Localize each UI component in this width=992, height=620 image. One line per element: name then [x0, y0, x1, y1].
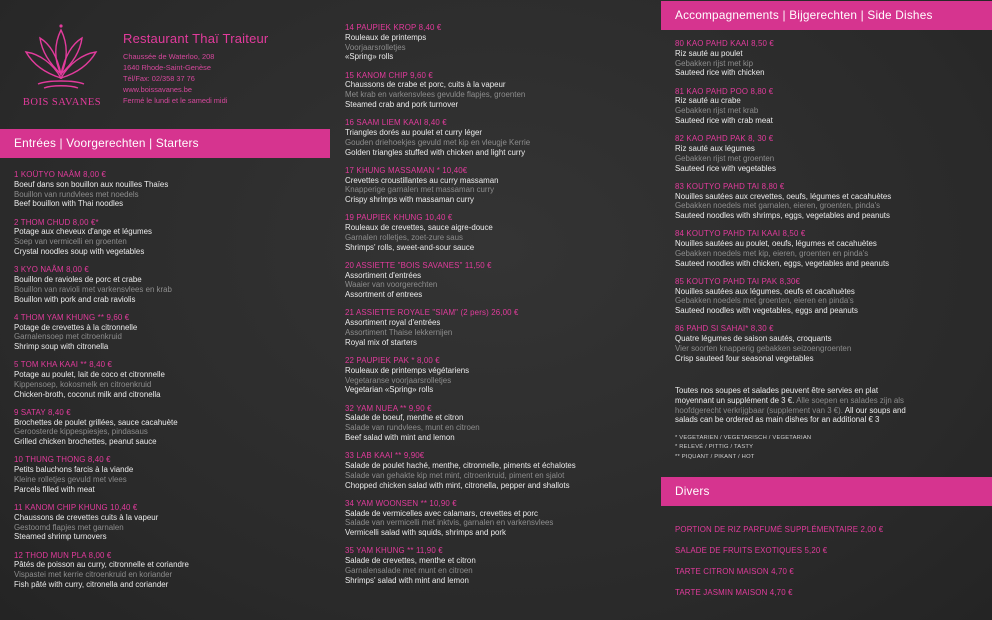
- menu-item-description-en: Vermicelli salad with squids, shrimps and pork: [345, 528, 506, 538]
- menu-item-description-fr: Potage de crevettes à la citronnelle: [14, 322, 138, 332]
- menu-item-description-fr: Chaussons de crabe et porc, cuits à la vapeur: [345, 80, 506, 90]
- menu-item-title: 33 LAB KAAI ** 9,90€: [345, 451, 425, 461]
- menu-item-title: 81 KAO PAHD POO 8,80 €: [675, 86, 774, 96]
- menu-item-description-fr: Rouleaux de printemps végétariens: [345, 365, 470, 375]
- menu-item: [345, 166, 655, 205]
- side-dishes-list: [675, 39, 985, 372]
- menu-item-title: 80 KAO PAHD KAAI 8,50 €: [675, 39, 774, 48]
- menu-item-description-en: Crispy shrimps with massaman curry: [345, 195, 474, 205]
- menu-item: [345, 261, 655, 300]
- dietary-legend: [675, 434, 811, 462]
- menu-item: [675, 229, 985, 268]
- menu-item-description-nl: Gebakken noedels met groenten, eieren en pinda's: [675, 296, 854, 306]
- menu-item-title: 10 THUNG THONG 8,40 €: [14, 455, 111, 465]
- menu-item-description-fr: Nouilles sautées aux crevettes, oeufs, légumes et cacahuètes: [675, 191, 892, 201]
- menu-item-title: 22 PAUPIEK PAK * 8,00 €: [345, 356, 440, 366]
- menu-item-title: 4 THOM YAM KHUNG ** 9,60 €: [14, 312, 130, 322]
- menu-item-description-en: Sauteed rice with crab meat: [675, 115, 773, 125]
- menu-item-description-en: Parcels filled with meat: [14, 484, 95, 494]
- menu-item-title: 86 PAHD SI SAHAI* 8,30 €: [675, 324, 774, 334]
- menu-item: [345, 404, 655, 443]
- menu-item-description-nl: Knapperige garnalen met massaman curry: [345, 185, 495, 195]
- menu-item-description-nl: Geroosterde kippespiesjes, pindasaus: [14, 427, 148, 437]
- menu-item-description-nl: Vier soorten knapperig gebakken seizoengroenten: [675, 344, 852, 354]
- menu-item-description-fr: Assortiment royal d'entrées: [345, 318, 441, 328]
- menu-item-title: 15 KANOM CHIP 9,60 €: [345, 70, 433, 80]
- menu-item-description-en: Sauteed noodles with shrimps, eggs, vegetables and peanuts: [675, 211, 890, 221]
- menu-item-title: 5 TOM KHA KAAI ** 8,40 €: [14, 360, 113, 370]
- starters-list: [14, 170, 324, 598]
- menu-item-description-en: Crisp sauteed four seasonal vegetables: [675, 353, 814, 363]
- menu-item-description-fr: Brochettes de poulet grillées, sauce cacahuète: [14, 417, 178, 427]
- section-header-side-dishes: Accompagnements | Bijgerechten | Side Dishes: [661, 1, 992, 30]
- menu-item-title: 32 YAM NUEA ** 9,90 €: [345, 403, 432, 413]
- menu-item-title: 82 KAO PAHD PAK 8, 30 €: [675, 134, 774, 144]
- menu-item-title: 19 PAUPIEK KHUNG 10,40 €: [345, 213, 453, 223]
- menu-item-description-en: Fish pâté with curry, citronella and coriander: [14, 580, 169, 590]
- menu-item-description-fr: Quatre légumes de saison sautés, croquants: [675, 334, 832, 344]
- menu-item-description-fr: Bouillon de ravioles de porc et crabe: [14, 274, 142, 284]
- menu-item-description-nl: Garnalen rolletjes, zoet-zure saus: [345, 232, 463, 242]
- menu-item-description-nl: Voorjaarsrolletjes: [345, 42, 406, 52]
- menu-item: [345, 118, 655, 157]
- brand-header: [0, 0, 330, 120]
- menu-item-description-fr: Riz sauté au poulet: [675, 48, 743, 58]
- starters-list-continued: [345, 23, 655, 594]
- menu-item-title: 11 KANOM CHIP KHUNG 10,40 €: [14, 503, 138, 513]
- menu-item-description-en: Chicken-broth, coconut milk and citronella: [14, 389, 161, 399]
- menu-item-title: 34 YAM WOONSEN ** 10,90 €: [345, 498, 457, 508]
- menu-item: [675, 87, 985, 126]
- menu-item-description-nl: Assortiment Thaise lekkernijen: [345, 328, 453, 338]
- menu-item: [675, 134, 985, 173]
- menu-item-description-en: Vegetarian «Spring» rolls: [345, 385, 434, 395]
- menu-item: [675, 324, 985, 363]
- menu-item-description-nl: Vegetaranse voorjaarsrolletjes: [345, 375, 452, 385]
- menu-item-title: 20 ASSIETTE "BOIS SAVANES" 11,50 €: [345, 260, 492, 270]
- menu-item-description-nl: Gouden driehoekjes gevuld met kip en vleugje Kerrie: [345, 137, 531, 147]
- menu-item-description-nl: Vispastei met kerrie citroenkruid en koriander: [14, 570, 173, 580]
- menu-item-description-fr: Petits baluchons farcis à la viande: [14, 465, 134, 475]
- menu-item: [14, 551, 324, 590]
- logo-wordmark: BOIS SAVANES: [22, 97, 102, 108]
- website-link[interactable]: www.boissavanes.be: [123, 85, 193, 94]
- legend-tasty: * RELEVÉ / PITTIG / TASTY: [675, 444, 754, 451]
- menu-item-description-nl: Bouillon van ravioli met varkensvlees en krab: [14, 284, 172, 294]
- menu-item: [14, 360, 324, 399]
- menu-item-title: 21 ASSIETTE ROYALE "SIAM" (2 pers) 26,00 €: [345, 308, 519, 318]
- menu-item-title: 12 THOD MUN PLA 8,00 €: [14, 550, 112, 560]
- menu-item-description-nl: Gebakken rijst met groenten: [675, 153, 775, 163]
- opening-note: Fermé le lundi et le samedi midi: [123, 96, 228, 105]
- menu-item-description-fr: Potage au poulet, lait de coco et citronnelle: [14, 370, 165, 380]
- menu-item-description-en: Bouillon with pork and crab raviolis: [14, 294, 136, 304]
- menu-item: [14, 265, 324, 304]
- menu-item-description-fr: Salade de boeuf, menthe et citron: [345, 413, 464, 423]
- menu-item: [14, 313, 324, 352]
- menu-item: [345, 356, 655, 395]
- menu-item-description-fr: Salade de vermicelles avec calamars, crevettes et porc: [345, 508, 538, 518]
- menu-item-description-en: Sauteed noodles with vegetables, eggs and peanuts: [675, 306, 858, 316]
- section-header-starters: Entrées | Voorgerechten | Starters: [0, 129, 330, 158]
- menu-item-description-nl: Waaier van voorgerechten: [345, 280, 438, 290]
- phone-fax: Tél/Fax: 02/358 37 76: [123, 74, 195, 83]
- menu-item: [14, 170, 324, 209]
- menu-item-description-nl: Salade van vermicelli met inktvis, garnalen en varkensvlees: [345, 518, 554, 528]
- menu-item-description-fr: Nouilles sautées au poulet, oeufs, légumes et cacahuètes: [675, 239, 877, 249]
- menu-item: [675, 277, 985, 316]
- menu-item-description-en: Assortment of entrees: [345, 290, 423, 300]
- menu-item: [345, 499, 655, 538]
- divers-item: TARTE JASMIN MAISON 4,70 €: [675, 588, 793, 597]
- menu-item-description-en: Steamed shrimp turnovers: [14, 532, 107, 542]
- menu-item: [345, 546, 655, 585]
- menu-item-description-fr: Triangles dorés au poulet et curry léger: [345, 127, 482, 137]
- menu-item-description-en: Sauteed noodles with chicken, eggs, vegetables and peanuts: [675, 258, 890, 268]
- menu-item-description-nl: Gebakken rijst met krab: [675, 106, 759, 116]
- menu-item-description-nl: Kippensoep, kokosmelk en citroenkruid: [14, 379, 152, 389]
- menu-item-description-nl: Salade van gehakte kip met mint, citroenkruid, piment en sjalot: [345, 470, 565, 480]
- menu-item-description-fr: Assortiment d'entrées: [345, 270, 422, 280]
- menu-item: [14, 503, 324, 542]
- menu-item-description-fr: Chaussons de crevettes cuits à la vapeur: [14, 512, 159, 522]
- menu-item-description-en: Beef salad with mint and lemon: [345, 433, 455, 443]
- menu-item-title: 14 PAUPIEK KROP 8,40 €: [345, 23, 442, 32]
- divers-item: TARTE CITRON MAISON 4,70 €: [675, 567, 794, 576]
- menu-item-description-en: Beef bouillon with Thai noodles: [14, 199, 124, 209]
- menu-item-title: 83 KOUTYO PAHD TAI 8,80 €: [675, 181, 785, 191]
- menu-item: [345, 308, 655, 347]
- note-en: All our soups and salads can be ordered as main dishes for an additional € 3: [675, 405, 906, 425]
- menu-item-description-en: Royal mix of starters: [345, 337, 417, 347]
- menu-item: [345, 71, 655, 110]
- menu-item-description-nl: Gebakken rijst met kip: [675, 58, 754, 68]
- menu-item: [345, 23, 655, 62]
- menu-item-title: 9 SATAY 8,40 €: [14, 407, 71, 417]
- menu-item-description-fr: Crevettes croustillantes au curry massaman: [345, 175, 499, 185]
- menu-item: [675, 39, 985, 78]
- menu-item-description-en: Shrimp soup with citronella: [14, 342, 109, 352]
- menu-item-description-fr: Rouleaux de printemps: [345, 32, 427, 42]
- menu-item-description-fr: Boeuf dans son bouillon aux nouilles Thaïes: [14, 179, 169, 189]
- legend-hot: ** PIQUANT / PIKANT / HOT: [675, 453, 755, 460]
- menu-item-description-en: Chopped chicken salad with mint, citronella, pepper and shallots: [345, 480, 570, 490]
- menu-item: [14, 408, 324, 447]
- note-nl: Alle soepen en salades zijn als hoofdgerecht verkrijgbaar (supplement van 3 €).: [675, 395, 905, 415]
- menu-item-description-nl: Gestoomd flapjes met garnalen: [14, 522, 124, 532]
- menu-item-description-nl: Gebakken noedels met kip, eieren, groenten en pinda's: [675, 248, 869, 258]
- menu-item-title: 1 KOÜTYO NAÂM 8,00 €: [14, 170, 107, 179]
- menu-item-description-fr: Salade de poulet haché, menthe, citronnelle, piments et échalotes: [345, 461, 576, 470]
- menu-item-description-fr: Salade de crevettes, menthe et citron: [345, 556, 476, 566]
- menu-item: [345, 451, 655, 490]
- address-city: 1640 Rhode-Saint-Genèse: [123, 63, 211, 72]
- menu-item: [14, 455, 324, 494]
- divers-list: [675, 525, 985, 609]
- menu-item-title: 35 YAM KHUNG ** 11,90 €: [345, 546, 443, 556]
- menu-item-description-nl: Soep van vermicelli en groenten: [14, 237, 127, 247]
- menu-item-description-nl: Garnalensoep met citroenkruid: [14, 332, 122, 342]
- menu-item-title: 17 KHUNG MASSAMAN * 10,40€: [345, 165, 468, 175]
- menu-item-description-en: Sauteed rice with vegetables: [675, 163, 776, 173]
- address-block: [123, 51, 227, 106]
- menu-item-title: 2 THOM CHUD 8,00 €*: [14, 217, 99, 227]
- menu-item-description-nl: Gebakken noedels met garnalen, eieren, groenten, pinda's: [675, 201, 881, 211]
- section-header-divers: Divers: [661, 477, 992, 506]
- menu-item-description-en: Shrimps' rolls, sweet-and-sour sauce: [345, 242, 475, 252]
- address-street: Chaussée de Waterloo, 208: [123, 52, 215, 61]
- menu-item-description-fr: Riz sauté au crabe: [675, 96, 741, 106]
- menu-item-title: 84 KOUTYO PAHD TAI KAAI 8,50 €: [675, 229, 806, 239]
- menu-item-description-nl: Salade van rundvlees, munt en citroen: [345, 423, 480, 433]
- menu-item-description-en: Shrimps' salad with mint and lemon: [345, 575, 469, 585]
- menu-item-description-en: Steamed crab and pork turnover: [345, 99, 459, 109]
- menu-item: [345, 213, 655, 252]
- supplement-note: [675, 386, 915, 425]
- menu-item-description-nl: Met krab en varkensvlees gevulde flapjes, groenten: [345, 90, 526, 100]
- menu-item-description-fr: Potage aux cheveux d'ange et légumes: [14, 227, 152, 237]
- menu-item-description-fr: Riz sauté aux légumes: [675, 143, 755, 153]
- note-fr: Toutes nos soupes et salades peuvent être servies en plat moyennant un supplément de 3 €.: [675, 386, 879, 405]
- menu-item-description-en: Golden triangles stuffed with chicken and light curry: [345, 147, 526, 157]
- divers-item: SALADE DE FRUITS EXOTIQUES 5,20 €: [675, 546, 828, 555]
- menu-item: [675, 182, 985, 221]
- legend-vegetarian: * VEGETARIEN / VEGETARISCH / VEGETARIAN: [675, 435, 812, 441]
- restaurant-name: Restaurant Thaï Traiteur: [123, 31, 269, 46]
- menu-item-description-en: «Spring» rolls: [345, 52, 394, 62]
- menu-item-description-en: Grilled chicken brochettes, peanut sauce: [14, 437, 157, 447]
- divers-item: PORTION DE RIZ PARFUMÉ SUPPLÉMENTAIRE 2,00 €: [675, 525, 884, 534]
- menu-item-title: 16 SAAM LIEM KAAI 8,40 €: [345, 118, 447, 128]
- menu-item: [14, 218, 324, 257]
- menu-item-description-nl: Kleine rolletjes gevuld met vlees: [14, 475, 127, 485]
- menu-item-title: 85 KOUTYO PAHD TAI PAK 8,30€: [675, 276, 801, 286]
- menu-item-description-fr: Rouleaux de crevettes, sauce aigre-douce: [345, 223, 493, 233]
- menu-item-title: 3 KYO NAÂM 8,00 €: [14, 265, 89, 275]
- menu-item-description-en: Crystal noodles soup with vegetables: [14, 246, 145, 256]
- menu-item-description-en: Sauteed rice with chicken: [675, 68, 765, 78]
- menu-item-description-nl: Bouillon van rundvlees met noedels: [14, 189, 139, 199]
- menu-item-description-fr: Pâtés de poisson au curry, citronnelle et coriandre: [14, 560, 189, 570]
- menu-item-description-fr: Nouilles sautées aux légumes, oeufs et cacahuètes: [675, 286, 855, 296]
- menu-item-description-nl: Garnalensalade met munt en citroen: [345, 565, 473, 575]
